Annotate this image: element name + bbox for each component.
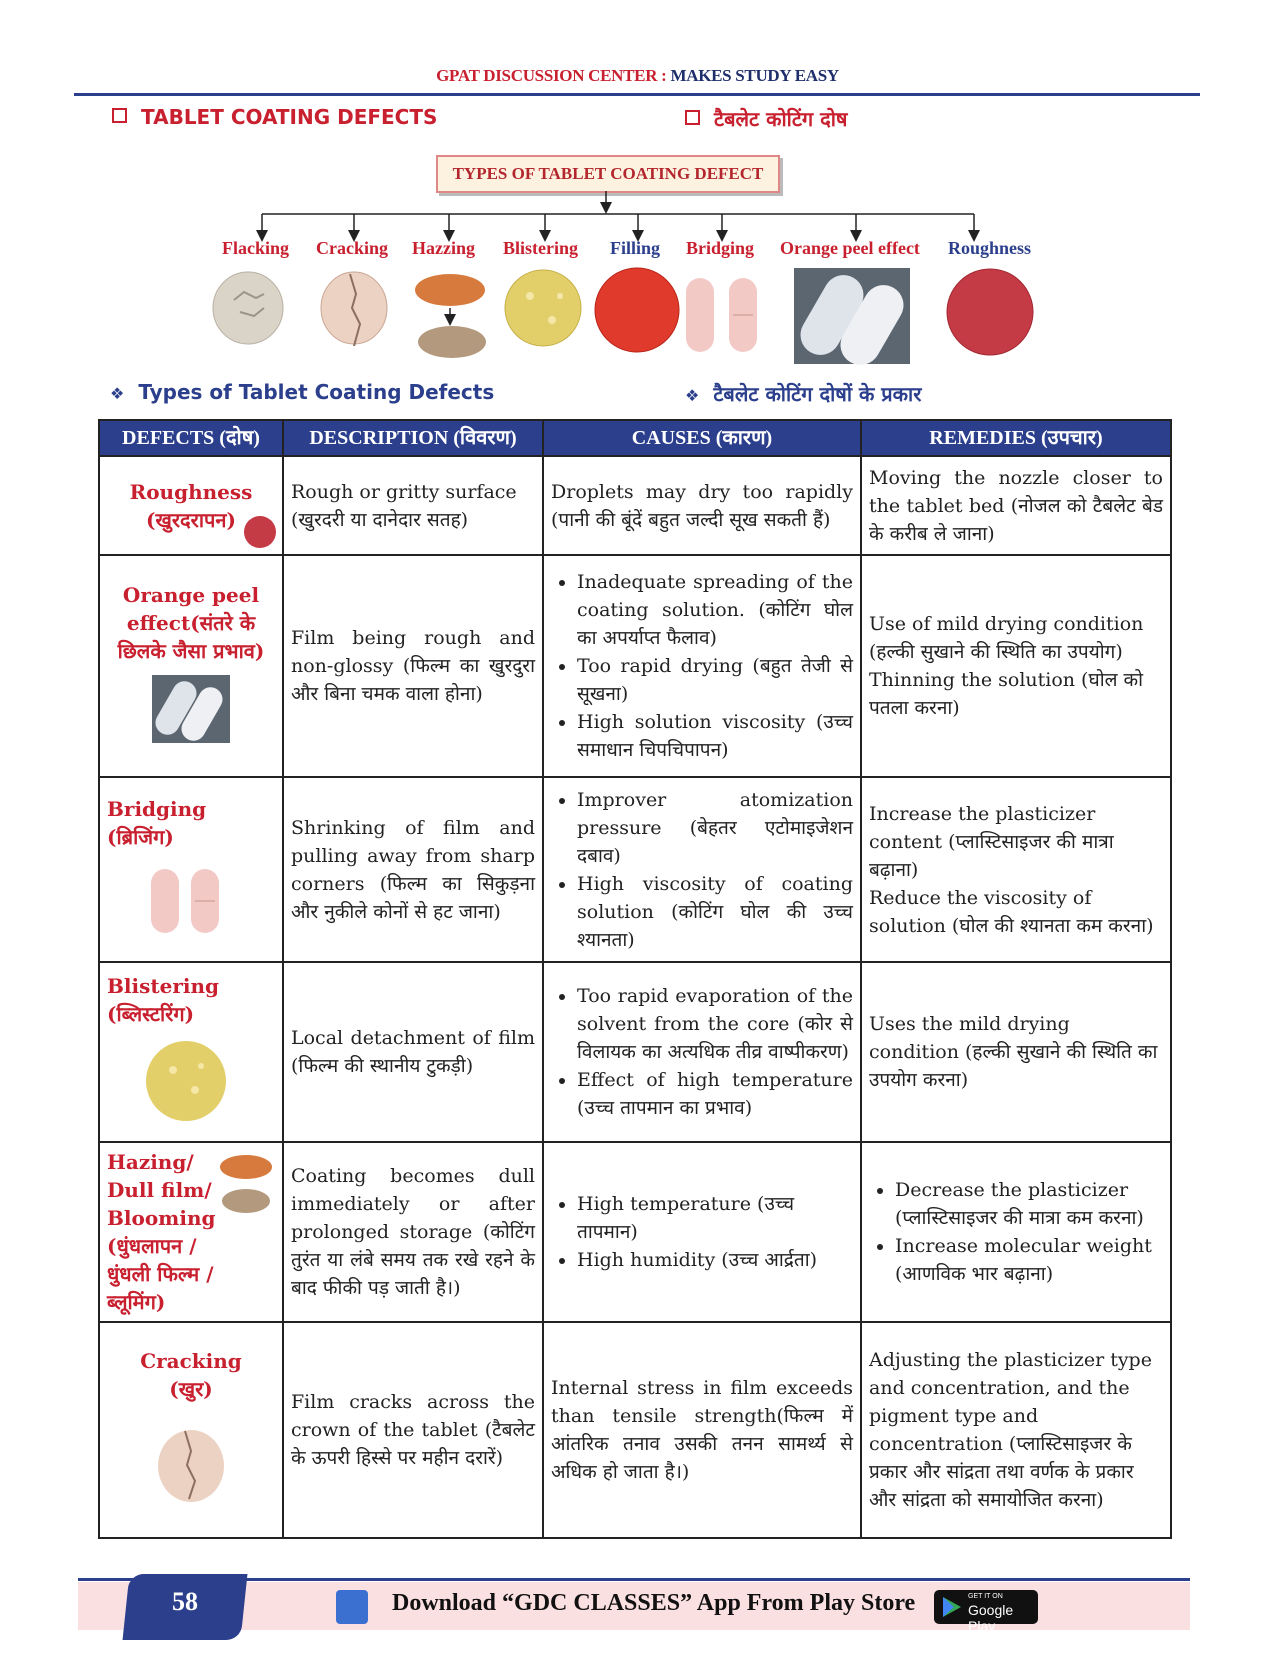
header-remedies: REMEDIES (उपचार) — [861, 420, 1171, 456]
cracking-tablet-image — [321, 272, 387, 346]
description-cell: Local detachment of film (फिल्म की स्थानीय टुकड़ी) — [283, 962, 543, 1142]
defect-name-hi: ब्लूमिंग) — [107, 1290, 166, 1314]
defect-name: Dull film/ — [107, 1178, 212, 1202]
section-heading-hi-text: टैबलेट कोटिंग दोष — [714, 107, 848, 131]
defect-cell — [99, 1322, 283, 1538]
defect-name-hi: (ब्रिजिंग) — [107, 824, 174, 849]
list-item: • Effect of high temperature (उच्च तापमान का प्रभाव) — [577, 1066, 853, 1122]
causes-cell: Internal stress in film exceeds than tensile strength(फिल्म में आंतरिक तनाव उसकी तनन सामर्थ्य से अधिक हो जाता है।) — [543, 1322, 861, 1538]
table-row — [99, 962, 1171, 1142]
remedies-cell — [861, 1142, 1171, 1322]
cracking-thumb-image — [155, 1427, 227, 1505]
header-tagline: MAKES STUDY EASY — [666, 66, 839, 85]
remedies-cell: Moving the nozzle closer to the tablet bed (नोजल को टैबलेट बेड के करीब ले जाना) — [861, 456, 1171, 555]
causes-cell — [543, 1142, 861, 1322]
list-item: • Inadequate spreading of the coating solution. (कोटिंग घोल का अपर्याप्त फैलाव) — [577, 568, 853, 652]
defect-name-hi: (धुंधलापन / — [107, 1234, 197, 1258]
page-number: 58 — [172, 1587, 198, 1616]
diagram-title: TYPES OF TABLET COATING DEFECT — [436, 155, 780, 193]
table-row — [99, 1142, 1171, 1322]
badge-big-text: Google Play — [968, 1602, 1014, 1634]
remedies-list — [869, 1176, 1163, 1288]
diagram-category-hazzing: Hazzing — [412, 238, 475, 258]
causes-list — [551, 1190, 853, 1274]
defect-name-hi: छिलके जैसा प्रभाव) — [117, 639, 265, 663]
list-item: • Decrease the plasticizer (प्लास्टिसाइजर की मात्रा कम करना) — [895, 1176, 1163, 1232]
header-center-name: GPAT DISCUSSION CENTER : — [436, 66, 667, 85]
table-header-row — [99, 420, 1171, 456]
list-item: • Improver atomization pressure (बेहतर एटोमाइजेशन दबाव) — [577, 786, 853, 870]
description-cell: Film being rough and non-glossy (फिल्म का खुरदुरा और बिना चमक वाला होना) — [283, 555, 543, 777]
download-app-text: Download “GDC CLASSES” App From Play Store — [392, 1590, 916, 1616]
causes-list — [551, 568, 853, 764]
table-row — [99, 456, 1171, 555]
defect-cell — [99, 777, 283, 962]
table-row — [99, 555, 1171, 777]
section-heading-en-text: TABLET COATING DEFECTS — [141, 105, 438, 129]
defect-name: Blooming — [107, 1206, 216, 1230]
diagram-category-roughness: Roughness — [948, 238, 1032, 258]
causes-cell — [543, 555, 861, 777]
subheading-hi-text: टैबलेट कोटिंग दोषों के प्रकार — [713, 382, 922, 406]
roughness-tablet-image — [947, 269, 1033, 355]
orange-peel-thumb-image — [152, 675, 230, 743]
app-logo-icon — [336, 1590, 368, 1624]
defect-name: Cracking — [140, 1349, 242, 1373]
diagram-category-cracking: Cracking — [316, 238, 388, 258]
header-defects: DEFECTS (दोष) — [99, 420, 283, 456]
table-row — [99, 1322, 1171, 1538]
hazzing-tablet-image — [415, 274, 486, 358]
defect-cell — [99, 962, 283, 1142]
causes-cell: Droplets may dry too rapidly (पानी की बूंदें बहुत जल्दी सूख सकती हैं) — [543, 456, 861, 555]
google-play-badge[interactable] — [934, 1590, 1038, 1634]
causes-list — [551, 982, 853, 1122]
badge-small-text: GET IT ON — [968, 1593, 1003, 1600]
diagram-category-bridging: Bridging — [686, 238, 755, 258]
diagram-category-blistering: Blistering — [503, 238, 578, 258]
blistering-thumb-image — [143, 1038, 229, 1124]
description-cell: Film cracks across the crown of the tablet (टैबलेट के ऊपरी हिस्से पर महीन दरारें) — [283, 1322, 543, 1538]
description-cell: Shrinking of film and pulling away from sharp corners (फिल्म का सिकुड़ना और नुकीले कोनों से हट जाना) — [283, 777, 543, 962]
defect-cell — [99, 555, 283, 777]
diagram-connectors — [0, 0, 1275, 380]
flacking-tablet-image — [213, 272, 283, 344]
diagram-category-flacking: Flacking — [222, 238, 290, 258]
remedy-line: Increase the plasticizer content (प्लास्टिसाइजर की मात्रा बढ़ाना) — [869, 802, 1114, 881]
list-item: • Too rapid drying (बहुत तेजी से सूखना) — [577, 652, 853, 708]
subheading-en — [110, 380, 494, 404]
defect-name: Hazing/ — [107, 1150, 194, 1174]
list-item: • Increase molecular weight (आणविक भार बढ़ाना) — [895, 1232, 1163, 1288]
defect-name-hi: (खुरदरापन) — [146, 507, 236, 532]
hazing-thumb-image — [216, 1149, 276, 1219]
subheading-en-text: Types of Tablet Coating Defects — [138, 380, 495, 404]
remedy-line: Reduce the viscosity of solution (घोल की श्यानता कम करना) — [869, 886, 1154, 937]
bridging-thumb-image — [147, 865, 227, 937]
causes-cell — [543, 962, 861, 1142]
defect-cell — [99, 456, 283, 555]
defects-table — [98, 419, 1172, 1539]
list-item: • High humidity (उच्च आर्द्रता) — [577, 1246, 853, 1274]
causes-cell — [543, 777, 861, 962]
blistering-tablet-image — [505, 270, 581, 346]
diamond-bullet-icon: ❖ — [685, 386, 700, 405]
causes-list — [551, 786, 853, 954]
defect-name: Roughness — [129, 479, 253, 504]
defect-name-hi: (खुर) — [169, 1377, 213, 1401]
diamond-bullet-icon: ❖ — [110, 384, 125, 403]
list-item: • High temperature (उच्च तापमान) — [577, 1190, 853, 1246]
list-item: • Too rapid evaporation of the solvent from the core (कोर से विलायक का अत्यधिक तीव्र वाष्पीकरण) — [577, 982, 853, 1066]
remedies-cell — [861, 777, 1171, 962]
orange-peel-tablet-image — [793, 268, 911, 372]
bridging-tablet-image — [686, 278, 757, 352]
defect-name: Orange peel — [122, 583, 260, 607]
description-cell: Rough or gritty surface (खुरदरी या दानेदार सतह) — [283, 456, 543, 555]
remedy-line: Use of mild drying condition (हल्की सुखाने की स्थिति का उपयोग) — [869, 613, 1144, 663]
defect-name-hi: धुंधली फिल्म / — [107, 1262, 214, 1286]
defect-cell — [99, 1142, 283, 1322]
remedies-cell — [861, 555, 1171, 777]
diagram-category-orange-peel: Orange peel effect — [780, 238, 920, 258]
defect-name-hi: effect(संतरे के — [126, 611, 256, 635]
header-description: DESCRIPTION (विवरण) — [283, 420, 543, 456]
defect-name-hi: (ब्लिस्टरिंग) — [107, 1002, 195, 1026]
diagram-category-filling: Filling — [610, 238, 661, 258]
remedies-cell: Adjusting the plasticizer type and concentration, and the pigment type and concentration (प्लास्टिसाइजर के प्रकार और सांद्रता तथा वर्णक के प्रकार और सांद्रता को समायोजित करना) — [861, 1322, 1171, 1538]
play-store-icon — [940, 1595, 964, 1619]
table-row — [99, 777, 1171, 962]
defect-name: Blistering — [107, 974, 219, 998]
description-cell: Coating becomes dull immediately or after prolonged storage (कोटिंग तुरंत या लंबे समय तक रखे रहने के बाद फीकी पड़ जाती है।) — [283, 1142, 543, 1322]
subheading-hi — [685, 380, 921, 407]
header-causes: CAUSES (कारण) — [543, 420, 861, 456]
filling-tablet-image — [595, 268, 679, 352]
roughness-thumb-image — [242, 514, 278, 550]
remedy-line: Thinning the solution (घोल को पतला करना) — [869, 669, 1144, 719]
remedies-cell: Uses the mild drying condition (हल्की सुखाने की स्थिति का उपयोग करना) — [861, 962, 1171, 1142]
defect-name: Bridging — [107, 796, 207, 821]
list-item: • High viscosity of coating solution (कोटिंग घोल की उच्च श्यानता) — [577, 870, 853, 954]
list-item: • High solution viscosity (उच्च समाधान चिपचिपापन) — [577, 708, 853, 764]
